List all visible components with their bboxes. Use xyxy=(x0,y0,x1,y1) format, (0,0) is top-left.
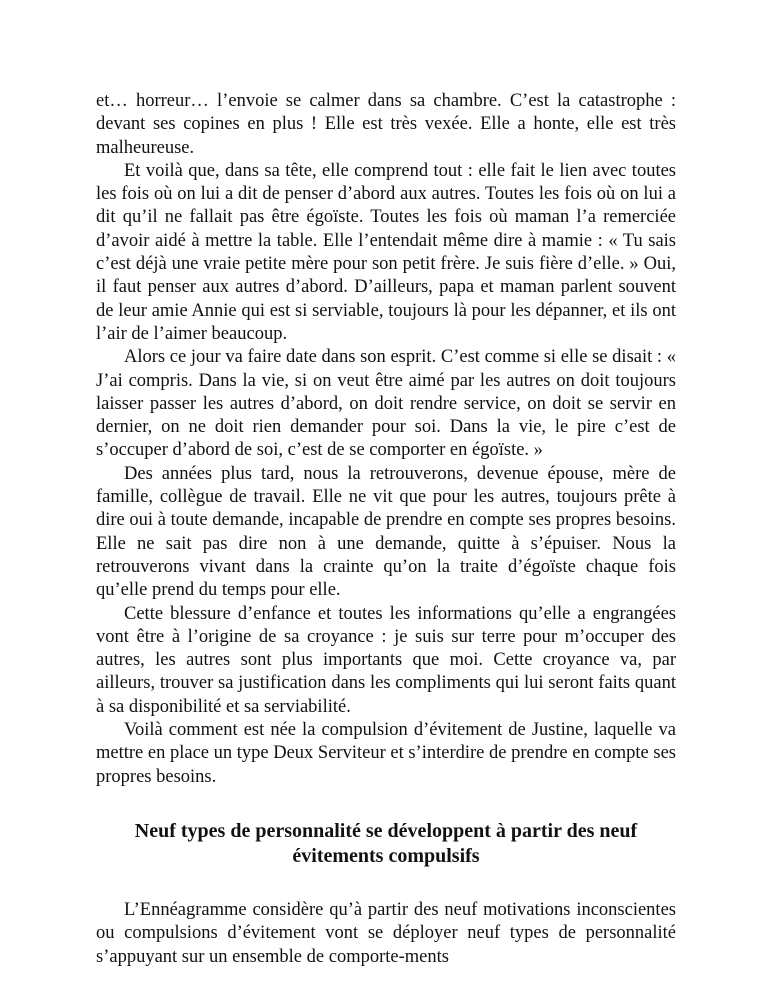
paragraph-enneagram-intro: L’Ennéagramme considère qu’à partir des neuf motivations inconscientes ou compulsions d’évitement vont se déployer neuf types de personnalité s’appuyant sur un ensemble de comporte-ments xyxy=(96,899,676,967)
paragraph-continuation: et… horreur… l’envoie se calmer dans sa chambre. C’est la catastrophe : devant ses copines en plus ! Elle est très vexée. Elle a honte, elle est très malheureuse. xyxy=(96,91,676,158)
paragraph-years-later: Des années plus tard, nous la retrouverons, devenue épouse, mère de famille, collègue de travail. Elle ne vit que pour les autres, toujours prête à dire oui à toute demande, incapable de prendre en compte ses propres besoins. Elle ne sait pas dire non à une demande, quitte à s’épuiser. Nous la retrouverons vivant dans la crainte qu’on la traite d’égoïste chaque fois qu’elle prend du temps pour elle. xyxy=(96,463,676,601)
section-heading: Neuf types de personnalité se développent à partir des neuf évitements compulsifs xyxy=(134,819,638,867)
paragraph-belief-quote: Alors ce jour va faire date dans son esprit. C’est comme si elle se disait : « J’ai compris. Dans la vie, si on veut être aimé par les autres on doit toujours laisser passer les autres d’abord, on doit rendre service, on doit se servir en dernier, on ne doit rien demander pour soi. Dans la vie, le pire c’est de s’occuper d’abord de soi, c’est de se comporter en égoïste. » xyxy=(96,347,676,461)
paragraph-realization: Et voilà que, dans sa tête, elle comprend tout : elle fait le lien avec toutes les fois où on lui a dit de penser d’abord aux autres. Toutes les fois où on lui a dit qu’il ne fallait pas être égoïste. Toutes les fois où maman l’a remerciée d’avoir aidé à mettre la table. Elle l’entendait même dire à mamie : « Tu sais c’est déjà une vraie petite mère pour son petit frère. Je suis fière d’elle. » Oui, il faut penser aux autres d’abord. D’ailleurs, papa et maman parlent souvent de leur amie Annie qui est si serviable, toujours là pour les dépanner, et ils ont l’air de l’aimer beaucoup. xyxy=(96,160,676,344)
paragraph-childhood-wound: Cette blessure d’enfance et toutes les informations qu’elle a engrangées vont être à l’origine de sa croyance : je suis sur terre pour m’occuper des autres, les autres sont plus importants que moi. Cette croyance va, par ailleurs, trouver sa justification dans les compliments qui lui seront faits quant à sa disponibilité et sa serviabilité. xyxy=(96,603,676,717)
document-page xyxy=(96,90,676,969)
paragraph-compulsion-origin: Voilà comment est née la compulsion d’évitement de Justine, laquelle va mettre en place un type Deux Serviteur et s’interdire de prendre en compte ses propres besoins. xyxy=(96,720,676,787)
